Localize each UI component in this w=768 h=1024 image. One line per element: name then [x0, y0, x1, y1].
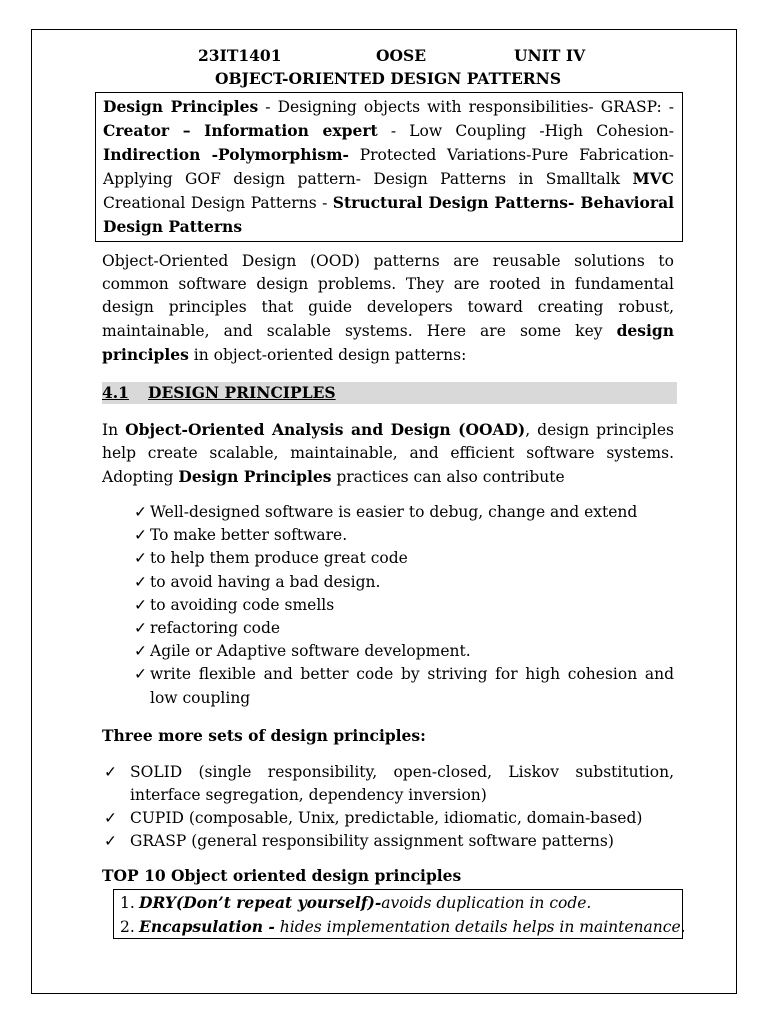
syllabus-text-1: Design Principles: [103, 97, 259, 116]
list-item: [104, 830, 674, 853]
item-number: 1.: [120, 894, 135, 912]
ooad-text-3: practices can also contribute: [331, 468, 565, 486]
top10-box: [113, 889, 686, 939]
list-item: [134, 501, 674, 524]
list-item-text: To make better software.: [150, 526, 348, 545]
list-item: [120, 915, 686, 939]
list-item-text: CUPID (composable, Unix, predictable, idiomatic, domain-based): [130, 809, 643, 827]
list-item: [120, 891, 682, 915]
top10-heading: TOP 10 Object oriented design principles: [102, 866, 462, 885]
list-item-text: SOLID (single responsibility, open-closed, Liskov substitution, interface segregation, dependency inversion): [130, 763, 674, 804]
syllabus-text-5: Indirection -Polymorphism-: [103, 145, 349, 164]
item-term: Encapsulation -: [139, 917, 275, 936]
syllabus-text-7: MVC: [632, 169, 674, 188]
item-term: DRY(Don’t repeat yourself)-: [139, 893, 382, 912]
check-icon: ✓: [134, 642, 147, 661]
ooad-text-bold-2: Design Principles: [178, 467, 332, 486]
list-item-text: to avoiding code smells: [150, 595, 335, 614]
list-item-text: Agile or Adaptive software development.: [150, 642, 471, 661]
ooad-text-2: , design principles help create scalable, maintainable, and efficient software systems. Adopting: [102, 421, 674, 486]
list-item: [134, 547, 674, 570]
principle-sets-list: [104, 761, 674, 853]
intro-paragraph: [102, 250, 674, 367]
list-item-text: write flexible and better code by striving for high cohesion and low coupling: [150, 665, 674, 707]
list-item: [134, 594, 674, 617]
intro-text-bold: design principles: [102, 321, 674, 364]
list-item: [134, 663, 674, 709]
check-icon: ✓: [104, 832, 117, 850]
list-item-text: GRASP (general responsibility assignment software patterns): [130, 832, 614, 850]
list-item-text: to help them produce great code: [150, 549, 408, 568]
section-heading: [102, 382, 677, 404]
benefits-list: [134, 501, 674, 710]
ooad-paragraph: [102, 418, 674, 489]
unit-label: UNIT IV: [514, 46, 586, 65]
check-icon: ✓: [134, 549, 147, 568]
list-item-text: Well-designed software is easier to debug, change and extend: [150, 503, 638, 521]
list-item: [104, 761, 674, 807]
item-description: avoids duplication in code.: [381, 894, 592, 912]
list-item: [134, 524, 674, 547]
check-icon: ✓: [134, 595, 147, 614]
check-icon: ✓: [134, 619, 147, 638]
list-item-text: to avoid having a bad design.: [150, 572, 381, 591]
more-sets-heading: Three more sets of design principles:: [102, 726, 426, 745]
section-number: 4.1: [102, 383, 129, 402]
syllabus-box: [95, 92, 683, 242]
list-item: [134, 571, 674, 594]
course-code: 23IT1401: [198, 46, 282, 65]
section-title: DESIGN PRINCIPLES: [148, 383, 336, 402]
ooad-text-bold-1: Object-Oriented Analysis and Design (OOAD): [125, 420, 526, 439]
syllabus-text-6: Protected Variations-Pure Fabrication- Applying GOF design pattern- Design Patterns in Smalltalk: [103, 146, 674, 188]
syllabus-text-8: Creational Design Patterns -: [103, 194, 333, 212]
intro-text-before: Object-Oriented Design (OOD) patterns are reusable solutions to common software design problems. They are rooted in fundamental design principles that guide developers toward creating robust, maintainable, and scalable systems. Here are some key: [102, 252, 674, 340]
syllabus-text-9: Structural Design Patterns- Behavioral Design Patterns: [103, 193, 674, 236]
item-number: 2.: [120, 918, 135, 936]
page-title: OBJECT-ORIENTED DESIGN PATTERNS: [214, 69, 562, 88]
check-icon: ✓: [134, 665, 147, 684]
syllabus-text-2: - Designing objects with responsibilities- GRASP: -: [258, 98, 674, 116]
check-icon: ✓: [104, 763, 117, 781]
list-item: [134, 617, 674, 640]
list-item-text: refactoring code: [150, 619, 281, 638]
list-item: [134, 640, 674, 663]
syllabus-text-4: - Low Coupling -High Cohesion-: [377, 122, 674, 140]
check-icon: ✓: [134, 526, 147, 545]
check-icon: ✓: [134, 503, 147, 521]
syllabus-text-3: Creator – Information expert: [103, 121, 378, 140]
page-header: [102, 46, 674, 68]
intro-text-after: in object-oriented design patterns:: [188, 346, 467, 364]
check-icon: ✓: [104, 809, 117, 827]
list-item: [104, 807, 674, 830]
item-description: hides implementation details helps in maintenance.: [274, 918, 686, 936]
ooad-text-1: In: [102, 421, 126, 439]
subject-name: OOSE: [376, 46, 427, 65]
check-icon: ✓: [134, 572, 147, 591]
